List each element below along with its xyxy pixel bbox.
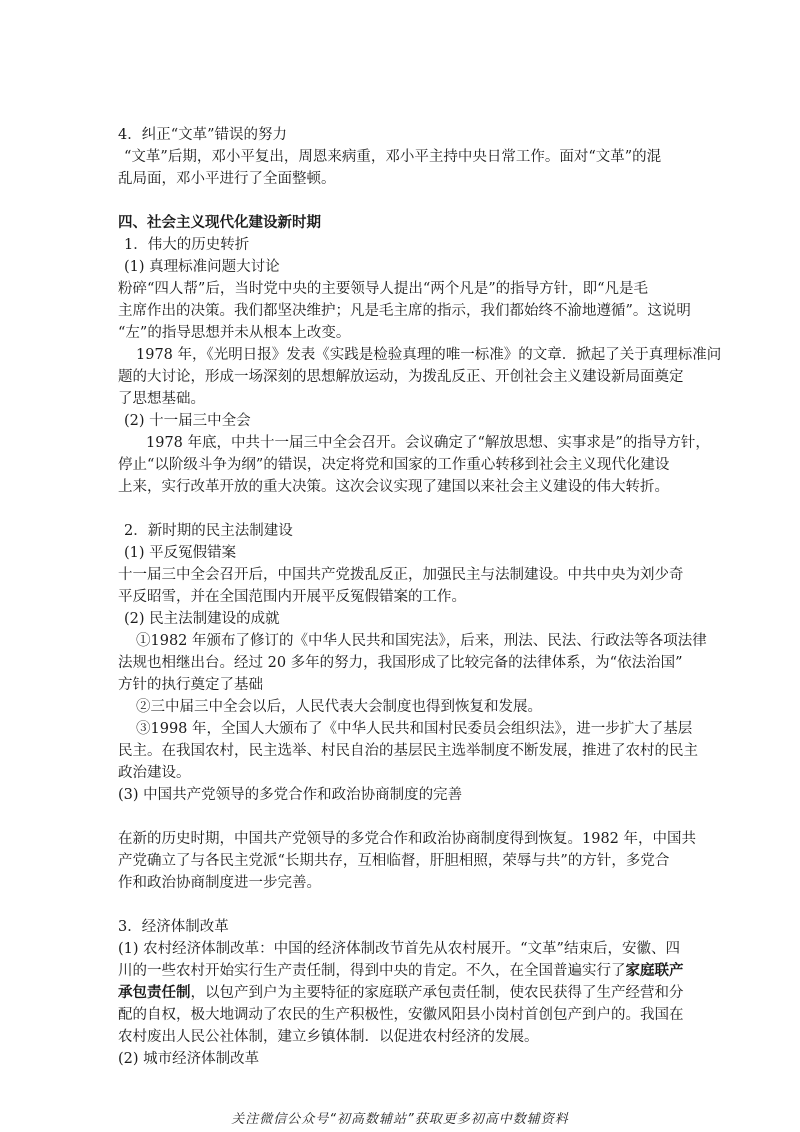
paragraph-line: 主席作出的决策。我们都坚决维护；凡是毛主席的指示，我们都始终不渝地遵循”。这说明 — [118, 303, 691, 319]
subsection-title: (1) 真理标准问题大讨论 — [124, 259, 280, 275]
paragraph-line: 作和政治协商制度进一步完善。 — [118, 875, 321, 891]
text-run: 川的一些农村开始实行生产责任制，得到中央的肯定。不久，在全国普遍实行了 — [118, 963, 626, 979]
paragraph-line: 方针的执行奠定了基础 — [118, 677, 263, 693]
paragraph-line: 1978 年，《光明日报》发表《实践是检验真理的唯一标准》的文章．掀起了关于真理标准问 — [136, 347, 722, 363]
paragraph-line: 配的自权，极大地调动了农民的生产积极性，安徽风阳县小岗村首创包产到户的。我国在 — [118, 1007, 684, 1023]
bold-term: 家庭联产 — [625, 962, 684, 979]
subsection-title: (3) 中国共产党领导的多党合作和政治协商制度的完善 — [118, 787, 463, 803]
paragraph-line — [118, 960, 684, 982]
section-title: 1．伟大的历史转折 — [124, 237, 250, 253]
paragraph-line: ②三中届三中全会以后，人民代表大会制度也得到恢复和发展。 — [136, 699, 542, 715]
paragraph-line: 了思想基础。 — [118, 391, 205, 407]
subsection-title: (2) 城市经济体制改革 — [118, 1051, 260, 1067]
paragraph-line: 法规也相继出台。经过 20 多年的努力，我国形成了比较完备的法律体系，为“依法治国” — [118, 655, 683, 671]
part-title: 四、社会主义现代化建设新时期 — [118, 214, 321, 231]
paragraph-line: 平反昭雪，并在全国范围内开展平反冤假错案的工作。 — [118, 589, 466, 605]
paragraph-line: 题的大讨论，形成一场深刻的思想解放运动，为拨乱反正、开创社会主义建设新局面奠定 — [118, 369, 684, 385]
paragraph-line: 在新的历史时期，中国共产党领导的多党合作和政治协商制度得到恢复。1982 年，中国共 — [118, 831, 697, 847]
section-title: 2．新时期的民主法制建设 — [124, 523, 293, 539]
paragraph-line: 产党确立了与各民主党派“长期共存，互相临督，肝胆相照，荣辱与共”的方针，多党合 — [118, 853, 670, 869]
paragraph-line: ①1982 年颁布了修订的《中华人民共和国宪法》，后来，刑法、民法、行政法等各项法律 — [136, 633, 707, 649]
subsection-title: (2) 十一届三中全会 — [124, 413, 251, 429]
section-title: 4．纠正“文革”错误的努力 — [118, 127, 288, 143]
section-title: 3．经济体制改革 — [118, 919, 229, 935]
paragraph-line: “左”的指导思想并未从根本上改变。 — [118, 325, 351, 341]
paragraph-line: 民主。在我国农村，民主选举、村民自治的基层民主选举制度不断发展，推进了农村的民主 — [118, 743, 698, 759]
paragraph-line: 上来，实行改革开放的重大决策。这次会议实现了建国以来社会主义建设的伟大转折。 — [118, 479, 669, 495]
document-page — [118, 124, 722, 1070]
bold-term: 承包责任制 — [118, 984, 191, 1001]
footer-note: 关注微信公众号“初高数辅站”获取更多初高中数辅资料 — [231, 1112, 569, 1127]
paragraph-line: 停止“以阶级斗争为纲”的错误，决定将党和国家的工作重心转移到社会主义现代化建设 — [118, 457, 670, 473]
paragraph-line: “文革”后期，邓小平复出，周恩来病重，邓小平主持中央日常工作。面对“文革”的混 — [124, 149, 662, 165]
subsection-title: (1) 平反冤假错案 — [124, 545, 237, 561]
paragraph-line: 粉碎“四人帮”后，当时党中央的主要领导人提出“两个凡是”的指导方针，即“凡是毛 — [118, 281, 649, 297]
paragraph-line: 农村废出人民公社体制，建立乡镇体制．以促进农村经济的发展。 — [118, 1029, 539, 1045]
subsection-title: (2) 民主法制建设的成就 — [124, 611, 280, 627]
paragraph-line: (1) 农村经济体制改革：中国的经济体制改节首先从农村展开。“文革”结束后，安徽、四 — [118, 941, 680, 957]
text-run: ，以包产到户为主要特征的家庭联产承包责任制，使农民获得了生产经营和分 — [190, 985, 684, 1001]
paragraph-line: 1978 年底，中共十一届三中全会召开。会议确定了“解放思想、实事求是”的指导方针， — [146, 435, 710, 451]
paragraph-line: 政治建设。 — [118, 765, 191, 781]
paragraph-line — [118, 982, 684, 1004]
paragraph-line: 乱局面，邓小平进行了全面整顿。 — [118, 171, 336, 187]
paragraph-line: ③1998 年，全国人大颁布了《中华人民共和国村民委员会组织法》，进一步扩大了基层 — [136, 721, 693, 737]
paragraph-line: 十一届三中全会召开后，中国共产党拨乱反正，加强民主与法制建设。中共中央为刘少奇 — [118, 567, 684, 583]
